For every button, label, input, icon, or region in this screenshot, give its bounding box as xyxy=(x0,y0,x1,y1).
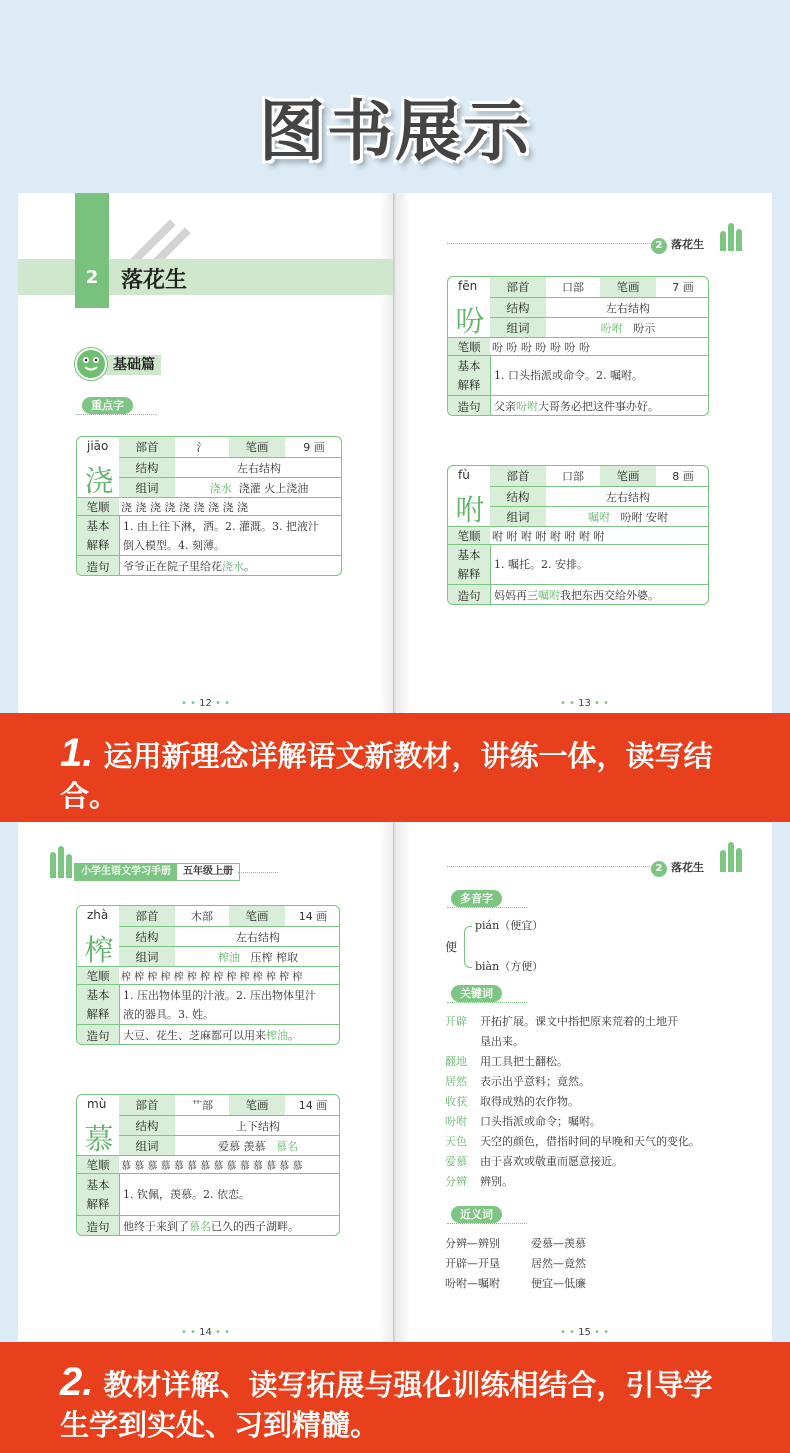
keyword-definition: 垦出来。 xyxy=(480,1035,524,1048)
synonyms-list xyxy=(445,1234,745,1294)
lesson-title: 落花生 xyxy=(121,267,188,293)
section-badge xyxy=(75,348,193,378)
meaning-line-2: 倒入模型。4. 刻薄。 xyxy=(123,539,225,552)
sentence-label: 造句 xyxy=(77,1025,119,1045)
polyphone-label: 多音字 xyxy=(451,890,502,907)
synonym-row xyxy=(445,1234,745,1254)
sentence-row xyxy=(448,584,708,605)
order-label: 笔顺 xyxy=(77,1156,119,1173)
page-shadow xyxy=(397,193,411,713)
character: 咐 xyxy=(455,493,485,527)
keyword-definition: 表示出乎意料；竟然。 xyxy=(480,1075,590,1088)
radical: 口部 xyxy=(562,470,584,483)
synonym-pair: 爱慕—羡慕 xyxy=(531,1237,586,1250)
struct: 左右结构 xyxy=(606,301,650,315)
keyword-term: 天色 xyxy=(445,1135,467,1148)
sentence-row xyxy=(77,1024,339,1045)
sentence xyxy=(123,1026,299,1045)
words-highlight: 慕名 xyxy=(276,1139,298,1153)
order-row xyxy=(448,337,708,355)
meaning-label xyxy=(77,1174,119,1215)
radical-label: 部首 xyxy=(490,277,546,297)
running-rule xyxy=(238,872,278,873)
synonym-pair: 分辨—辨别 xyxy=(445,1237,500,1250)
meaning-label-1: 基本 xyxy=(86,1177,110,1192)
character: 榨 xyxy=(84,933,114,967)
series-bar xyxy=(74,863,240,881)
words-highlight: 嘱咐 xyxy=(588,510,610,524)
sentence-row xyxy=(77,1215,339,1236)
words-label: 组词 xyxy=(119,947,175,966)
words xyxy=(546,318,709,337)
divider xyxy=(119,1216,120,1236)
meaning-label-2: 解释 xyxy=(86,1196,110,1211)
divider xyxy=(490,545,491,585)
running-title: 落花生 xyxy=(671,238,704,251)
keyword-row xyxy=(445,1112,765,1132)
words xyxy=(175,947,340,966)
sentence xyxy=(494,586,659,605)
grade-label: 五年级上册 xyxy=(183,866,233,877)
meaning-label-2: 解释 xyxy=(457,377,481,392)
pinyin: fù xyxy=(458,468,470,482)
stroke-order: 榨 榨 榨 榨 榨 榨 榨 榨 榨 榨 榨 榨 榨 榨 xyxy=(121,972,303,983)
strokes-label: 笔画 xyxy=(600,277,656,297)
meaning-line-1: 1. 嘱托。2. 安排。 xyxy=(494,558,588,571)
page-shadow xyxy=(379,822,393,1342)
synonym-pair: 便宜—低廉 xyxy=(531,1277,586,1290)
struct-row xyxy=(490,297,709,317)
strokes: 7 画 xyxy=(672,281,694,294)
pill-underline xyxy=(76,414,156,415)
synonym-row xyxy=(445,1254,745,1274)
sentence-a: 大豆、花生、芝麻都可以用来 xyxy=(123,1029,266,1042)
sentence-highlight: 吩咐 xyxy=(516,400,538,413)
pinyin: mù xyxy=(87,1097,107,1111)
keyword-term: 翻地 xyxy=(445,1055,467,1068)
keywords-label: 关键词 xyxy=(451,985,502,1002)
page-13 xyxy=(397,193,772,713)
divider xyxy=(490,356,491,396)
meaning-label xyxy=(77,985,119,1024)
lesson-tab xyxy=(75,193,109,308)
keyword-term: 吩咐 xyxy=(445,1115,467,1128)
synonym-row xyxy=(445,1274,745,1294)
meaning-line-1: 1. 钦佩，羡慕。2. 依恋。 xyxy=(123,1188,250,1201)
page-shadow xyxy=(397,822,411,1342)
words-label: 组词 xyxy=(490,318,546,337)
radical-label: 部首 xyxy=(119,1095,175,1115)
sentence-b: 。 xyxy=(288,1029,299,1042)
divider xyxy=(119,985,120,1025)
sentence-label: 造句 xyxy=(77,556,119,576)
running-header xyxy=(651,236,704,254)
keyword-definition: 由于喜欢或敬重而愿意接近。 xyxy=(480,1155,623,1168)
words-rest: 压榨 榨取 xyxy=(250,950,298,964)
sentence-b: 大哥务必把这件事办好。 xyxy=(538,400,659,413)
key-chars-label: 重点字 xyxy=(82,397,133,414)
pill-underline xyxy=(447,1223,527,1224)
meaning-line-1: 1. 由上往下淋，洒。2. 灌溉。3. 把液汁 xyxy=(123,520,319,533)
running-rule xyxy=(447,866,652,867)
char-card-zha xyxy=(76,905,340,1045)
keyword-row xyxy=(445,1012,765,1032)
sentence xyxy=(123,1217,299,1236)
radical: 艹部 xyxy=(191,1099,213,1112)
meaning-label xyxy=(77,516,119,555)
page-number: • • 14 • • xyxy=(180,1327,231,1338)
character: 吩 xyxy=(455,304,485,338)
divider xyxy=(119,516,120,556)
keyword-term: 开辟 xyxy=(445,1015,467,1028)
banner-text: 教材详解、读写拓展与强化训练相结合，引导学生学到实处、习到精髓。 xyxy=(60,1368,713,1442)
page-12 xyxy=(18,193,393,713)
order-label: 笔顺 xyxy=(77,498,119,515)
strokes-label: 笔画 xyxy=(229,437,285,457)
struct: 左右结构 xyxy=(237,461,281,475)
keyword-definition: 天空的颜色，借指时间的早晚和天气的变化。 xyxy=(480,1135,700,1148)
char-card-jiao xyxy=(76,436,342,576)
keyword-definition: 取得成熟的农作物。 xyxy=(480,1095,579,1108)
keyword-term: 爱慕 xyxy=(445,1155,467,1168)
words-label: 组词 xyxy=(119,478,175,497)
keyword-row xyxy=(445,1152,765,1172)
page-14 xyxy=(18,822,393,1342)
radical-label: 部首 xyxy=(119,906,175,926)
struct: 左右结构 xyxy=(606,490,650,504)
sentence-label: 造句 xyxy=(448,396,490,416)
sentence-b: 已久的西子湖畔。 xyxy=(211,1220,299,1233)
meaning-label-2: 解释 xyxy=(86,537,110,552)
frog-icon xyxy=(75,348,107,380)
meaning-row xyxy=(77,515,341,555)
running-rule xyxy=(447,243,652,244)
sentence-a: 爷爷正在院子里给花 xyxy=(123,560,222,573)
meaning-row xyxy=(448,544,708,584)
sentence-b: 我把东西交给外婆。 xyxy=(560,589,659,602)
running-header xyxy=(651,859,704,877)
divider xyxy=(119,1025,120,1045)
words-label: 组词 xyxy=(490,507,546,526)
words-row xyxy=(119,477,342,497)
sentence-label: 造句 xyxy=(448,585,490,605)
meaning-label xyxy=(448,356,490,395)
synonym-pair: 吩咐—嘱咐 xyxy=(445,1277,500,1290)
char-card-fen xyxy=(447,276,709,416)
struct: 上下结构 xyxy=(236,1119,280,1133)
sentence-a: 妈妈再三 xyxy=(494,589,538,602)
meaning-line-1: 1. 口头指派或命令。2. 嘱咐。 xyxy=(494,369,643,382)
pill-underline xyxy=(447,1002,527,1003)
meaning-label-1: 基本 xyxy=(86,518,110,533)
sentence-a: 父亲 xyxy=(494,400,516,413)
words-row xyxy=(490,506,709,526)
keyword-definition: 用工具把土翻松。 xyxy=(480,1055,568,1068)
keyword-definition: 口头指派或命令；嘱咐。 xyxy=(480,1115,601,1128)
running-title: 落花生 xyxy=(671,861,704,874)
strokes-label: 笔画 xyxy=(229,1095,285,1115)
stroke-order: 吩 吩 吩 吩 吩 吩 吩 xyxy=(492,340,590,354)
char-card-fu xyxy=(447,465,709,605)
pinyin: fēn xyxy=(458,279,478,293)
page-title: 图书展示 xyxy=(259,93,531,170)
character: 慕 xyxy=(84,1122,114,1156)
radical: 木部 xyxy=(191,910,213,923)
book-spread-1 xyxy=(18,193,772,713)
polyphone-char: 便 xyxy=(445,940,458,954)
order-label: 笔顺 xyxy=(77,967,119,984)
series-title: 小学生语文学习手册 xyxy=(75,864,177,880)
meaning-row xyxy=(77,1173,339,1215)
section-badge-label: 基础篇 xyxy=(105,355,161,375)
struct-row xyxy=(119,457,342,477)
synonym-pair: 开辟—开垦 xyxy=(445,1257,500,1270)
strokes: 9 画 xyxy=(303,441,325,454)
strokes-label: 笔画 xyxy=(229,906,285,926)
order-row xyxy=(77,966,339,984)
keyword-row xyxy=(445,1072,765,1092)
sentence-highlight: 榨油 xyxy=(266,1029,288,1042)
keyword-definition: 开拓扩展。课文中指把原来荒着的土地开 xyxy=(480,1015,678,1028)
words-rest: 吩咐 安咐 xyxy=(620,510,668,524)
header xyxy=(0,0,790,193)
sentence-row xyxy=(77,555,341,576)
sentence-b: 。 xyxy=(244,560,255,573)
words-rest: 浇灌 火上浇油 xyxy=(238,481,309,495)
running-number: 2 xyxy=(651,238,667,254)
struct-row xyxy=(490,486,709,506)
radical-label: 部首 xyxy=(119,437,175,457)
struct-label: 结构 xyxy=(119,1116,175,1135)
char-card-mu xyxy=(76,1094,340,1236)
keyword-row xyxy=(445,1132,765,1152)
words xyxy=(175,478,342,497)
banner-text: 运用新理念详解语文新教材，讲练一体，读写结合。 xyxy=(60,739,713,813)
words-row xyxy=(119,1135,340,1155)
keyword-term: 分辨 xyxy=(445,1175,467,1188)
meaning-label-2: 解释 xyxy=(457,566,481,581)
divider xyxy=(119,556,120,576)
sentence-highlight: 慕名 xyxy=(189,1220,211,1233)
page-number-value: 14 xyxy=(199,1327,212,1338)
synonym-pair: 居然—竟然 xyxy=(531,1257,586,1270)
strokes: 14 画 xyxy=(298,910,328,923)
meaning-row xyxy=(77,984,339,1024)
meaning-line-2: 液的器具。3. 姓。 xyxy=(123,1008,214,1021)
order-label: 笔顺 xyxy=(448,527,490,544)
meaning-row xyxy=(448,355,708,395)
struct-label: 结构 xyxy=(490,298,546,317)
radical: 氵 xyxy=(196,441,208,454)
keyword-row xyxy=(445,1172,765,1192)
running-number: 2 xyxy=(651,861,667,877)
sentence xyxy=(123,557,255,576)
keywords-list xyxy=(445,1012,765,1192)
sentence-highlight: 嘱咐 xyxy=(538,589,560,602)
keyword-row xyxy=(445,1092,765,1112)
order-row xyxy=(77,497,341,515)
book-spread-2 xyxy=(18,822,772,1342)
words-highlight: 吩咐 xyxy=(600,321,623,335)
words-row xyxy=(490,317,709,337)
words-rest: 爱慕 羡慕 xyxy=(218,1139,266,1153)
lesson-number: 2 xyxy=(85,267,99,288)
struct-row xyxy=(119,926,340,946)
pinyin: jiāo xyxy=(87,439,109,453)
words-rest: 吩示 xyxy=(633,321,656,335)
polyphone-reading-2: biàn（方便） xyxy=(475,960,544,973)
meaning-label-1: 基本 xyxy=(457,547,481,562)
keyword-definition: 辨别。 xyxy=(480,1175,513,1188)
stroke-order: 咐 咐 咐 咐 咐 咐 咐 咐 xyxy=(492,529,605,543)
keyword-term: 居然 xyxy=(445,1075,467,1088)
struct-row xyxy=(119,1115,340,1135)
stroke-order: 浇 浇 浇 浇 浇 浇 浇 浇 浇 xyxy=(121,500,248,514)
banner-number: 1. xyxy=(60,731,94,775)
keyword-row xyxy=(445,1032,765,1052)
sentence-label: 造句 xyxy=(77,1216,119,1236)
pill-underline xyxy=(447,907,527,908)
words xyxy=(175,1136,340,1155)
struct-label: 结构 xyxy=(119,927,175,946)
words xyxy=(546,507,709,526)
sentence-highlight: 浇水 xyxy=(222,560,244,573)
page-number: • • 15 • • xyxy=(559,1327,610,1338)
keyword-term: 收获 xyxy=(445,1095,467,1108)
order-row xyxy=(448,526,708,544)
meaning-line-1: 1. 压出物体里的汁液。2. 压出物体里汁 xyxy=(123,989,316,1002)
sentence-row xyxy=(448,395,708,416)
page-number-value: 13 xyxy=(578,698,591,709)
character: 浇 xyxy=(84,464,114,498)
words-row xyxy=(119,946,340,966)
words-highlight: 浇水 xyxy=(209,481,232,495)
page-number-value: 12 xyxy=(199,698,212,709)
stroke-order: 慕 慕 慕 慕 慕 慕 慕 慕 慕 慕 慕 慕 慕 慕 xyxy=(121,1161,303,1172)
sentence xyxy=(494,397,659,416)
strokes-label: 笔画 xyxy=(600,466,656,486)
radical: 口部 xyxy=(562,281,584,294)
feature-banner-1 xyxy=(0,713,790,822)
meaning-label-2: 解释 xyxy=(86,1006,110,1021)
keyword-row xyxy=(445,1052,765,1072)
polyphone-reading-1: pián（便宜） xyxy=(475,919,544,932)
struct-label: 结构 xyxy=(119,458,175,477)
words-highlight: 榨油 xyxy=(218,950,240,964)
page-number-value: 15 xyxy=(578,1327,591,1338)
struct: 左右结构 xyxy=(236,930,280,944)
sentence-a: 他终于来到了 xyxy=(123,1220,189,1233)
meaning-label-1: 基本 xyxy=(457,358,481,373)
struct-label: 结构 xyxy=(490,487,546,506)
order-row xyxy=(77,1155,339,1173)
feature-banner-2 xyxy=(0,1342,790,1453)
polyphone-brace xyxy=(464,926,472,968)
divider xyxy=(490,396,491,416)
words-label: 组词 xyxy=(119,1136,175,1155)
order-label: 笔顺 xyxy=(448,338,490,355)
page-number: • • 13 • • xyxy=(559,698,610,709)
divider xyxy=(119,1174,120,1216)
page-number: • • 12 • • xyxy=(180,698,231,709)
strokes: 8 画 xyxy=(672,470,694,483)
divider xyxy=(490,585,491,605)
banner-number: 2. xyxy=(60,1360,94,1404)
pinyin: zhà xyxy=(87,908,109,922)
meaning-label xyxy=(448,545,490,584)
radical-label: 部首 xyxy=(490,466,546,486)
meaning-label-1: 基本 xyxy=(86,987,110,1002)
page-15 xyxy=(397,822,772,1342)
strokes: 14 画 xyxy=(298,1099,328,1112)
synonyms-label: 近义词 xyxy=(451,1206,502,1223)
